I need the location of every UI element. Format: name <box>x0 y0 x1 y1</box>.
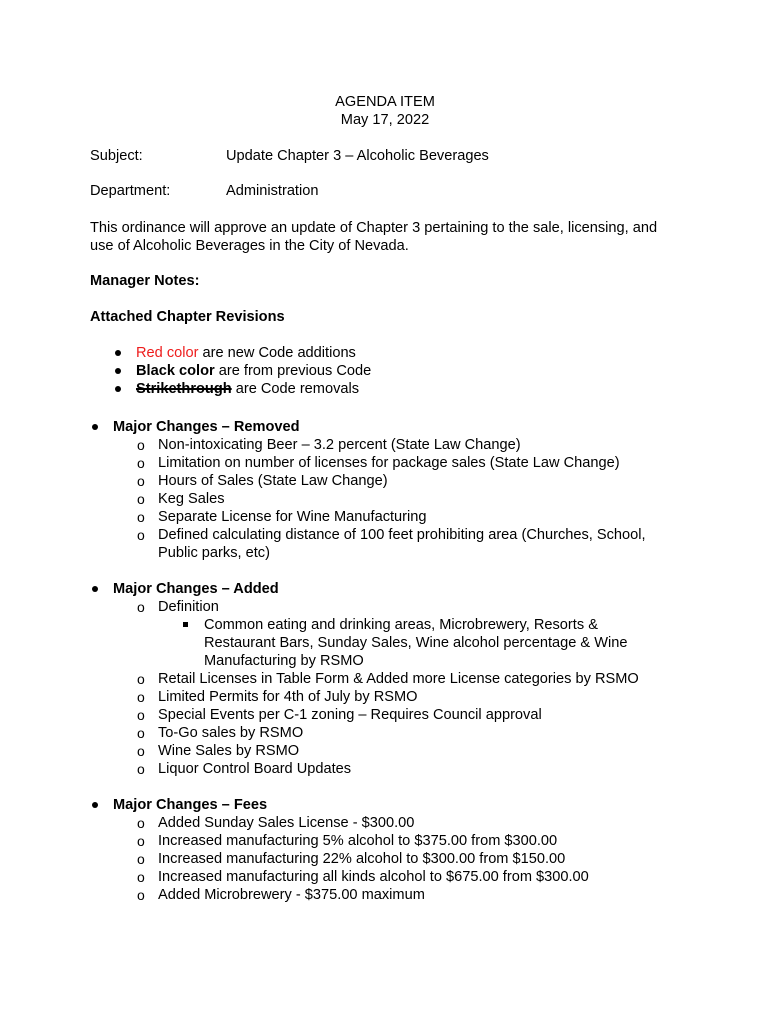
legend-text-strike: are Code removals <box>231 381 360 397</box>
bullet-dot-icon <box>92 802 98 808</box>
circle-bullet-icon: o <box>137 725 145 741</box>
added-item: To-Go sales by RSMO <box>158 725 304 741</box>
bullet-dot-icon <box>115 368 121 374</box>
fees-heading: Major Changes – Fees <box>113 797 268 813</box>
legend-item-strike <box>136 380 359 398</box>
intro-line-2: use of Alcoholic Beverages in the City of Nevada. <box>90 238 409 254</box>
removed-item: Keg Sales <box>158 491 225 507</box>
circle-bullet-icon: o <box>137 473 145 489</box>
circle-bullet-icon: o <box>137 815 145 831</box>
removed-item: Separate License for Wine Manufacturing <box>158 509 427 525</box>
square-bullet-icon <box>183 622 188 627</box>
fees-item: Added Microbrewery - $375.00 maximum <box>158 887 425 903</box>
added-item: Wine Sales by RSMO <box>158 743 300 759</box>
circle-bullet-icon: o <box>137 869 145 885</box>
removed-item: Non-intoxicating Beer – 3.2 percent (State Law Change) <box>158 437 521 453</box>
subject-label: Subject: <box>90 148 143 164</box>
circle-bullet-icon: o <box>137 887 145 903</box>
legend-text-red: are new Code additions <box>198 345 356 361</box>
bullet-dot-icon <box>92 586 98 592</box>
added-heading: Major Changes – Added <box>113 581 279 597</box>
added-item: Liquor Control Board Updates <box>158 761 352 777</box>
definition-detail: Restaurant Bars, Sunday Sales, Wine alcohol percentage & Wine <box>204 635 628 651</box>
circle-bullet-icon: o <box>137 671 145 687</box>
circle-bullet-icon: o <box>137 455 145 471</box>
removed-item: Hours of Sales (State Law Change) <box>158 473 388 489</box>
circle-bullet-icon: o <box>137 761 145 777</box>
circle-bullet-icon: o <box>137 509 145 525</box>
agenda-title: AGENDA ITEM <box>335 94 435 110</box>
manager-notes-heading: Manager Notes: <box>90 273 200 289</box>
legend-item-black <box>136 362 371 380</box>
department-value: Administration <box>226 183 319 199</box>
fees-item: Increased manufacturing 5% alcohol to $375.00 from $300.00 <box>158 833 558 849</box>
definition-detail: Common eating and drinking areas, Microbrewery, Resorts & <box>204 617 598 633</box>
legend-key-red: Red color <box>136 345 199 361</box>
removed-item: Limitation on number of licenses for package sales (State Law Change) <box>158 455 620 471</box>
bullet-dot-icon <box>92 424 98 430</box>
circle-bullet-icon: o <box>137 491 145 507</box>
legend-text-black: are from previous Code <box>214 363 372 379</box>
bullet-dot-icon <box>115 350 121 356</box>
circle-bullet-icon: o <box>137 599 145 615</box>
removed-item-continued: Public parks, etc) <box>158 545 270 561</box>
intro-line-1: This ordinance will approve an update of Chapter 3 pertaining to the sale, licensing, and <box>90 220 658 236</box>
legend-key-black: Black color <box>136 363 215 379</box>
fees-item: Increased manufacturing all kinds alcohol to $675.00 from $300.00 <box>158 869 589 885</box>
circle-bullet-icon: o <box>137 851 145 867</box>
definition-detail: Manufacturing by RSMO <box>204 653 364 669</box>
attached-revisions-heading: Attached Chapter Revisions <box>90 309 285 325</box>
fees-item: Increased manufacturing 22% alcohol to $300.00 from $150.00 <box>158 851 566 867</box>
circle-bullet-icon: o <box>137 689 145 705</box>
added-item: Retail Licenses in Table Form & Added more License categories by RSMO <box>158 671 639 687</box>
removed-item: Defined calculating distance of 100 feet prohibiting area (Churches, School, <box>158 527 646 543</box>
circle-bullet-icon: o <box>137 743 145 759</box>
added-item: Special Events per C-1 zoning – Requires Council approval <box>158 707 542 723</box>
department-label: Department: <box>90 183 171 199</box>
added-item: Limited Permits for 4th of July by RSMO <box>158 689 418 705</box>
legend-item-red <box>136 344 356 362</box>
bullet-dot-icon <box>115 386 121 392</box>
circle-bullet-icon: o <box>137 437 145 453</box>
legend-key-strike: Strikethrough <box>136 381 232 397</box>
removed-heading: Major Changes – Removed <box>113 419 300 435</box>
circle-bullet-icon: o <box>137 707 145 723</box>
circle-bullet-icon: o <box>137 527 145 543</box>
agenda-date: May 17, 2022 <box>340 112 430 128</box>
fees-item: Added Sunday Sales License - $300.00 <box>158 815 415 831</box>
circle-bullet-icon: o <box>137 833 145 849</box>
added-definition: Definition <box>158 599 219 615</box>
subject-value: Update Chapter 3 – Alcoholic Beverages <box>226 148 489 164</box>
